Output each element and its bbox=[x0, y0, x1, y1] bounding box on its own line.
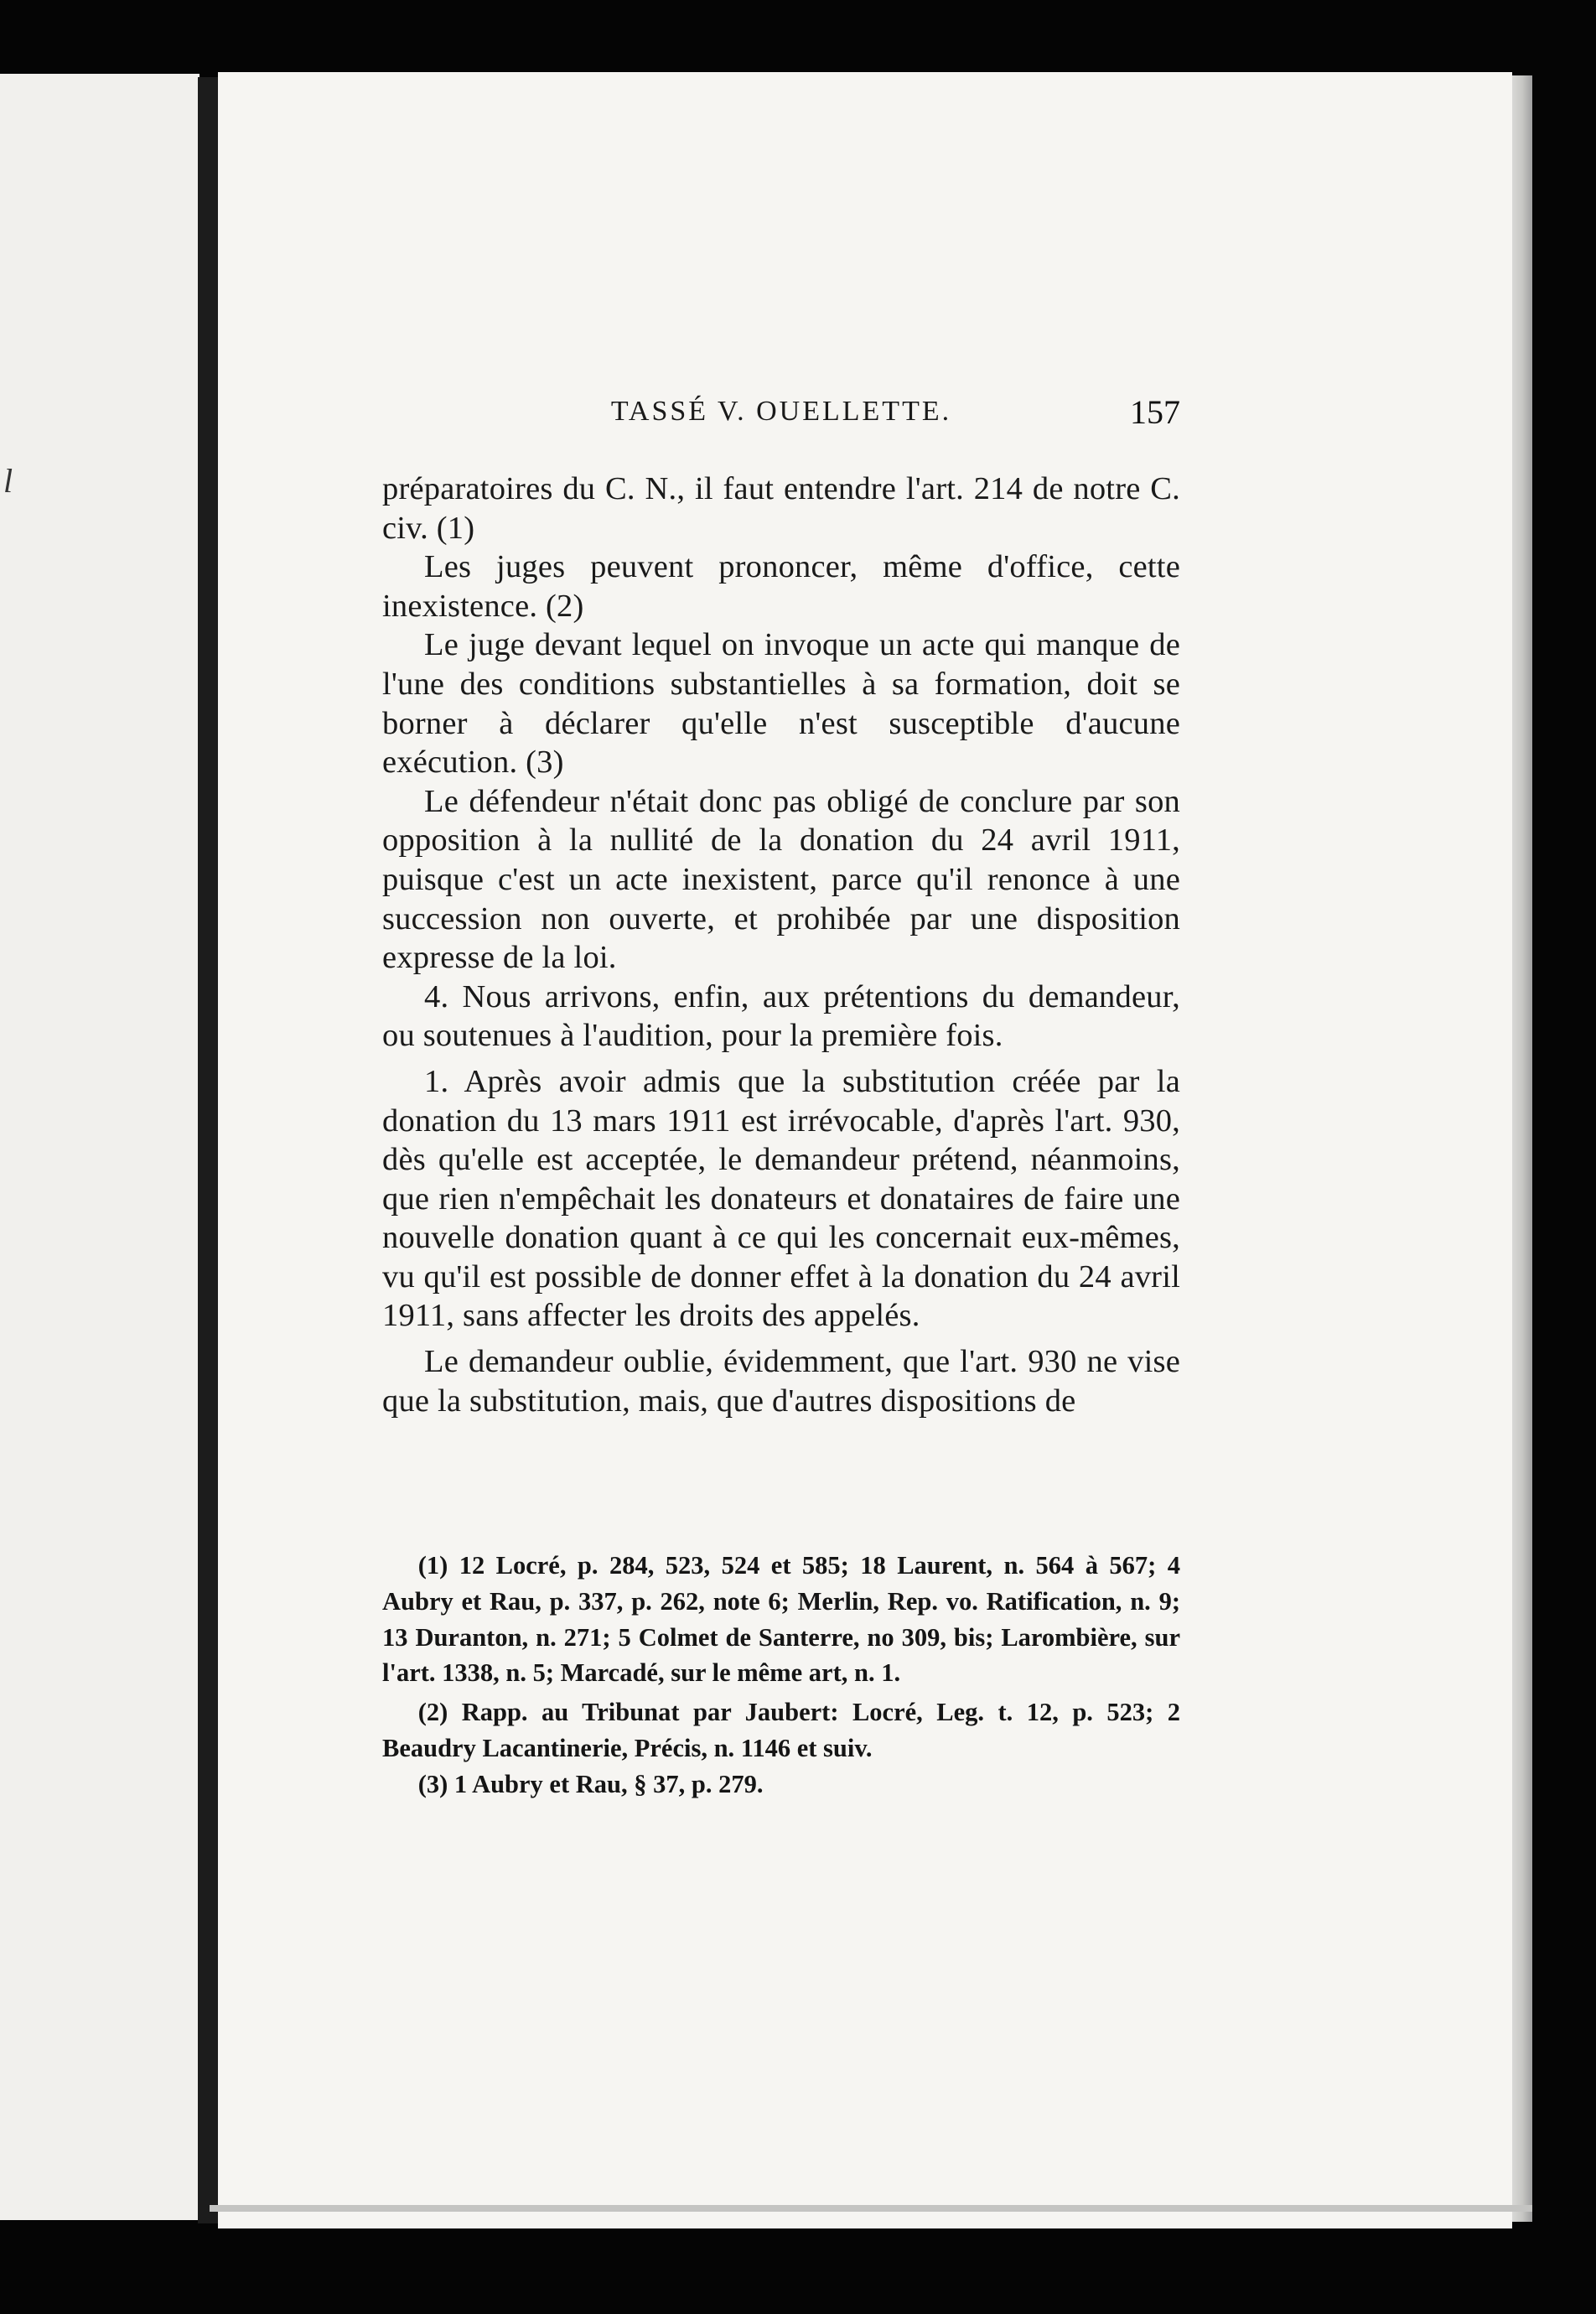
footnote-2: (2) Rapp. au Tribunat par Jaubert: Locré, Leg. t. 12, p. 523; 2 Beaudry Lacantinerie, Précis, n. 1146 et suiv. bbox=[382, 1698, 1180, 1762]
left-page-fragment bbox=[0, 74, 200, 2220]
paragraph-demandeur-oublie: Le demandeur oublie, évidemment, que l'art. 930 ne vise que la substitution, mais, que d'autres dispositions de bbox=[382, 1344, 1180, 1419]
paragraph-defendeur: Le défendeur n'était donc pas obligé de conclure par son opposition à la nullité de la donation du 24 avril 1911, puisque c'est un acte inexistent, parce qu'il renonce à une succession non ouverte, et prohibée par une disposition expresse de la loi. bbox=[382, 783, 1180, 976]
paragraph-juge: Le juge devant lequel on invoque un acte qui manque de l'une des conditions substantielles à sa formation, doit se borner à déclarer qu'elle n'est susceptible d'aucune exécution. (3) bbox=[382, 627, 1180, 781]
body-text bbox=[382, 470, 1180, 1420]
page-header bbox=[382, 393, 1180, 443]
paragraph-inexistence: Les juges peuvent prononcer, même d'office, cette inexistence. (2) bbox=[382, 549, 1180, 624]
footnotes bbox=[382, 1548, 1180, 1803]
paragraph-continuation: préparatoires du C. N., il faut entendre l'art. 214 de notre C. civ. (1) bbox=[382, 471, 1180, 546]
paragraph-point-1: 1. Après avoir admis que la substitution créée par la donation du 13 mars 1911 est irrévocable, d'après l'art. 930, dès qu'elle est acceptée, le demandeur prétend, néanmoins, que rien n'empêchait les donateurs et donataires de faire une nouvelle donation quant à ce qui les concernait eux-mêmes, vu qu'il est possible de donner effet à la donation du 24 avril 1911, sans affecter les droits des appelés. bbox=[382, 1063, 1180, 1334]
footnote-1: (1) 12 Locré, p. 284, 523, 524 et 585; 18 Laurent, n. 564 à 567; 4 Aubry et Rau, p. 337, p. 262, note 6; Merlin, Rep. vo. Ratification, n. 9; 13 Duranton, n. 271; 5 Colmet de Santerre, no 309, bis; Larombière, sur l'art. 1338, n. 5; Marcadé, sur le même art, n. 1. bbox=[382, 1551, 1180, 1688]
book-spine-gutter bbox=[198, 77, 218, 2223]
running-title: TASSÉ V. OUELLETTE. bbox=[610, 396, 952, 427]
left-page-margin-mark: l bbox=[3, 462, 13, 500]
footnote-3: (3) 1 Aubry et Rau, § 37, p. 279. bbox=[417, 1769, 764, 1798]
page-stack-edge bbox=[1512, 75, 1532, 2222]
paragraph-section-4: 4. Nous arrivons, enfin, aux prétentions du demandeur, ou soutenues à l'audition, pour la première fois. bbox=[382, 978, 1180, 1054]
page-bottom-edge bbox=[210, 2205, 1532, 2212]
page-number: 157 bbox=[1130, 393, 1180, 431]
